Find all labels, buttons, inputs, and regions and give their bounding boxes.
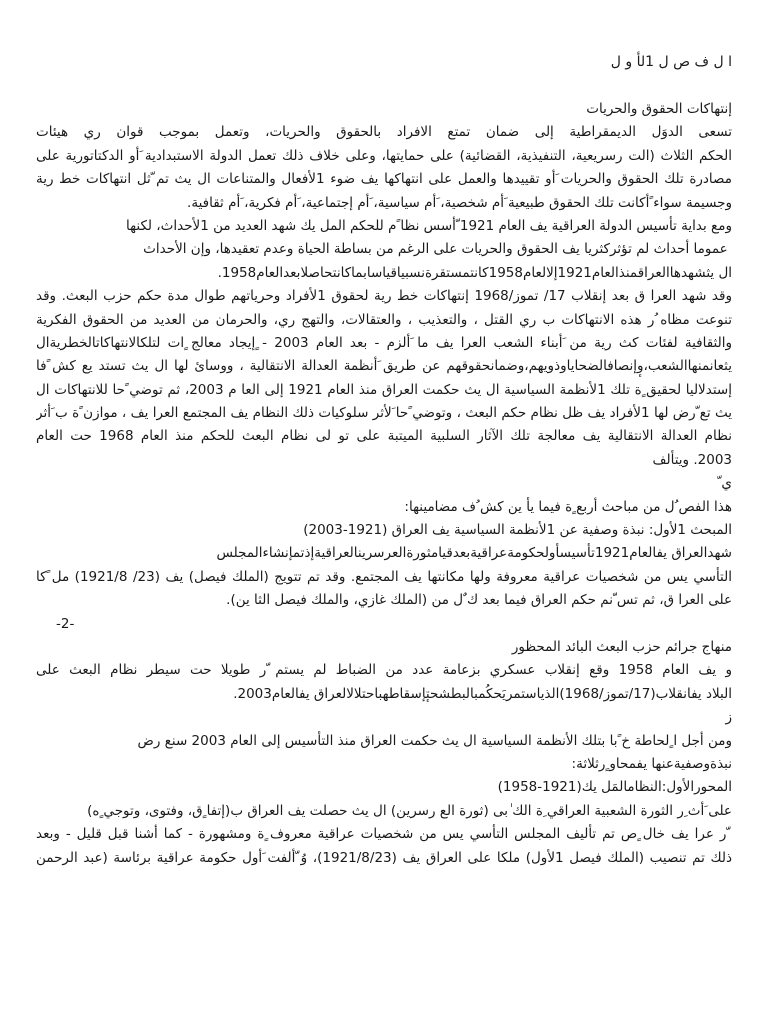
text-line: على َأث ِر الثورة الشعبية العراقي ِة الك ٰبى (ثورة الع رسرين) ال يث حصلت يف العراق ب(إتفا ٍق، وفتوى، وتوجي ٍه)	[87, 802, 732, 819]
text-line: التأسي يس من شخصيات عراقية معروفة ولها مكانتها يف المجتمع. وقد تم تتويج (الملك فيصل) يف (23/ 1921/8) مل ًكا	[36, 568, 732, 585]
text-line: ذلك تم تنصيب (الملك فيصل 1لأول) ملكا على العراق يف (1921/8/23)، وُ ّألفت َأول حكومة عراقية برئاسة (عبد الرحمن	[36, 849, 732, 866]
text-line: الحكم الثلاث (الت رسريعية، التنفيذية، القضائية) على حمايتها، وعلى خلاف ذلك تعمل الدولة الاستبدادية َأو الدكتاتورية على	[36, 147, 732, 164]
text-line: ال يثشهدهاالعراقمنذالعام1921إلالعام1958كانتمستقرةنسبياقياسابماكانتحاصلابعدالعام1958.	[217, 264, 732, 281]
text-line: ً عموما أحداث لم تؤثركثريا يف الحقوق والحريات على الرغم من بساطة الحياة وعدم تعقيدها، وإن الأحداث	[143, 241, 732, 258]
text-line: وقد شهد العرا ق بعد إنقلاب 17/ تموز/1968 إنتهاكات خط رية لحقوق 1لأفراد وحرياتهم طوال مدة حكم حزب البعث. وقد	[36, 288, 732, 305]
text-line: وجسيمة سواء ًأكانت تلك الحقوق طبيعية َأم شخصية، َأم سياسية، َأم إجتماعية، َأم فكرية، َأم ثقافية.	[187, 194, 732, 211]
chapter-body	[36, 98, 732, 870]
text-line: تنوعت مظاه ُر هذه الانتهاكات ب ري القتل ، والتعذيب ، والعتقالات، والتهج ري، والحرمان من العديد من الحقوق الفكرية	[36, 311, 732, 328]
text-line: ي ّ	[717, 475, 732, 492]
text-line: منهاج جرائم حزب البعث البائد المحظور	[511, 638, 732, 655]
text-line: يث تع ّرض لها 1لأفراد يف ظل نظام حكم البعث ، وتوضي ًحا َلأثر سلوكيات ذلك النظام يف المجتمع العرا يف ، موازن ًة ب َأثر	[36, 405, 732, 422]
text-line: مصادرة تلك الحقوق والحريات َأو تقييدها والعمل على انتهاكها يف ضوء 1لأفعال والمتناعات ال يث تم ّثل انتهاكات خط رية	[36, 171, 732, 188]
text-line: ومع بداية تأسيس الدولة العراقية يف العام 1921 ّأسس نظا ًم للحكم المل يك شهد العديد من 1لأحداث، لكنها	[126, 217, 732, 234]
text-line: البلاد يفانقلاب(17/تموز/1968)الذياستمريَحكُمبالبطشحتٕإسقاطهباحتلالالعراق يفالعام2003.	[233, 685, 732, 702]
text-line: على العرا ق، ثم تس ّنم حكم العراق فيما بعد ك ٌل من (الملك غازي، والملك فيصل الثا ين).	[226, 592, 732, 609]
text-line: ًّز	[725, 709, 732, 726]
section-heading: إنتهاكات الحقوق والحريات	[586, 101, 732, 117]
text-line: هذا الفص ُل من مباحث أربع ٍة فيما يأ ين كش ُف مضامينها:	[404, 498, 732, 515]
text-line: ِّ ّر عرا يف خال ٍص تم تأليف المجلس التأسي يس من شخصيات عراقية معروف ٍة ومشهورة - كما أشنا قبل قليل - وبعد	[36, 826, 732, 843]
text-line: المبحث 1لأول: نبذة وصفية عن 1لأنظمة السياسية يف العراق (1921-2003)	[303, 522, 732, 539]
text-line: -2-	[56, 615, 75, 632]
text-line: نظام العدالة الانتقالية يف معالجة تلك الآثار السلبية الميتبة على تو لى نظام البعث للحكم منذ العام 1968 حت العام	[36, 428, 732, 445]
text-line: 2003. ويتألف	[652, 451, 732, 468]
text-line: شهدالعراق يفالعام1921تأسيسأولحكومةعراقيةبعدقيامثورةالعرسرينالعراقيةإذتمإنشاءالمجلس	[216, 545, 732, 562]
chapter-title: ا ل ف ص ل 1لأ و ل	[610, 54, 732, 70]
text-line: ومن أجل ا ٍلحاطة خ ًبا بتلك الأنظمة السياسية ال يث حكمت العراق منذ التأسيس إلى العام 2003 سنع رض	[137, 732, 732, 749]
text-line: يثعانمنهاالشعب،وٕإنصافالضحاياوذويهم،وضمانحقوقهم عن طريق َأنظمة العدالة الانتقالية ، ووسائ لها ال يث تستد يع كش ًفا	[36, 358, 732, 375]
text-line: تسعى الدوَل الديمقراطية إلى ضمان تمتع الافراد بالحقوق والحريات، وتعمل بموجب قوان ري هيئات	[36, 124, 732, 141]
text-line: والثقافية لفئات كث رية من َأبناء الشعب العرا يف ما َألزم - بعد العام 2003 - ٍإيجاد معالج ٍات لتلكالانتهاكاتالخطريةال	[36, 334, 732, 351]
text-line: المحورالأول:النظامالمَل يك(1921-1958)	[497, 779, 732, 796]
text-line: و يف العام 1958 وقع إنقلاب عسكري بزعامة عدد من الضباط لم يستم ّر طويلا حت سيطر نظام البعث على	[36, 662, 732, 679]
text-line: نبذةوصفيةعنها يفمحاو ٍرثلاثة:	[571, 755, 732, 772]
text-line: إستدلاليا لحقيق ٍة تلك 1لأنظمة السياسية ال يث حكمت العراق منذ العام 1921 إلى العا م 2003، ثم توضي ًحا للانتهاكات ال	[36, 381, 732, 398]
